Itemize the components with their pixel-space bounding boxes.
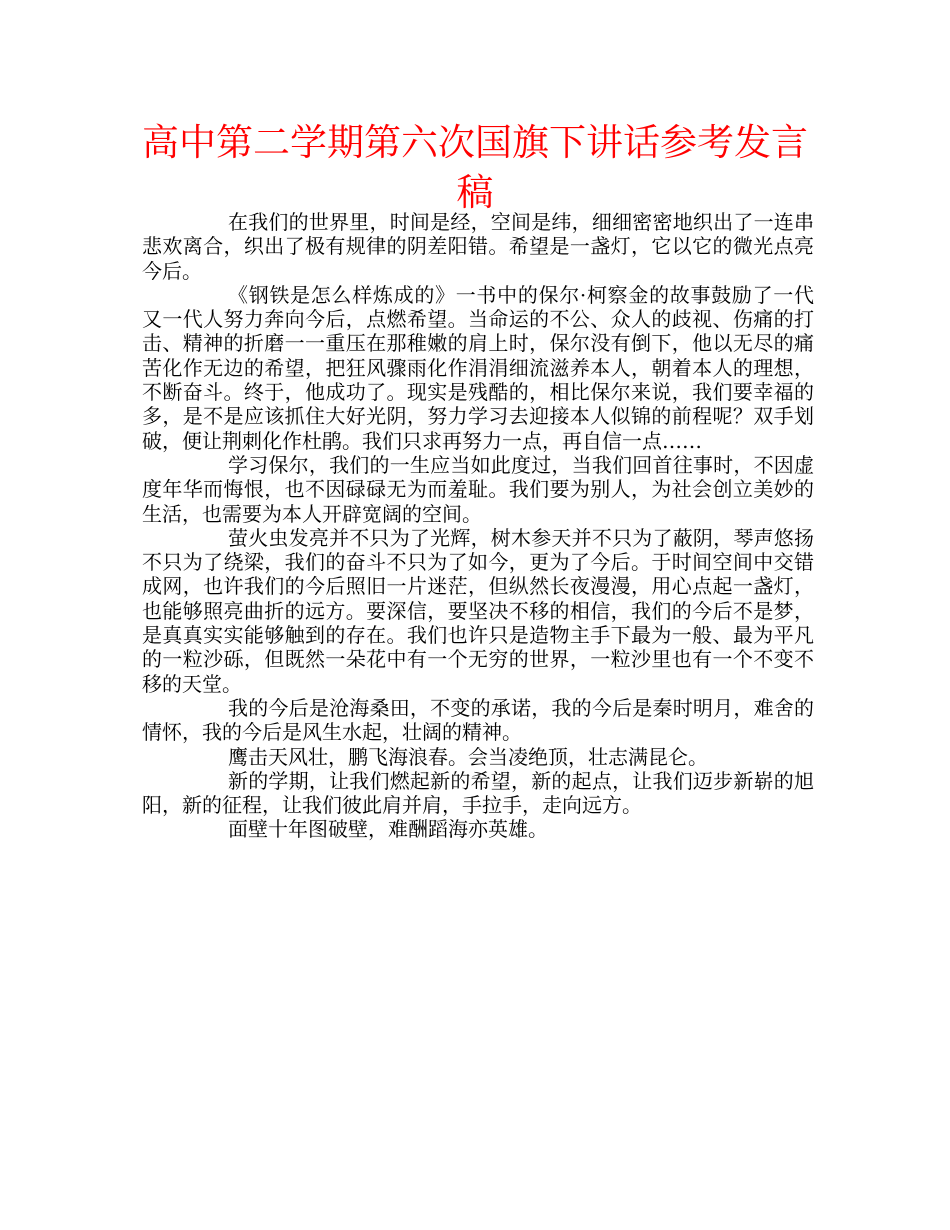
paragraph: 《钢铁是怎么样炼成的》一书中的保尔·柯察金的故事鼓励了一代又一代人努力奔向今后，点燃希望。当命运的不公、众人的歧视、伤痛的打击、精神的折磨一一重压在那稚嫩的肩上时，保尔没有倒下，他以无尽的痛苦化作无边的希望，把狂风骤雨化作涓涓细流滋养本人，朝着本人的理想，不断奋斗。终于，他成功了。现实是残酷的，相比保尔来说，我们要幸福的多，是不是应该抓住大好光阴，努力学习去迎接本人似锦的前程呢？双手划破，便让荆刺化作杜鹃。我们只求再努力一点，再自信一点……: [142, 282, 814, 453]
paragraph: 面壁十年图破壁，难酬蹈海亦英雄。: [228, 817, 548, 842]
document-title: 高中第二学期第六次国旗下讲话参考发言稿: [142, 121, 808, 214]
paragraph: 学习保尔，我们的一生应当如此度过，当我们回首往事时，不因虚度年华而悔恨，也不因碌碌无为而羞耻。我们要为别人，为社会创立美妙的生活，也需要为本人开辟宽阔的空间。: [142, 452, 814, 526]
paragraph: 鹰击天风壮，鹏飞海浪春。会当凌绝顶，壮志满昆仑。: [228, 744, 708, 769]
document-body: [142, 210, 814, 842]
paragraph: 在我们的世界里，时间是经，空间是纬，细细密密地织出了一连串悲欢离合，织出了极有规律的阴差阳错。希望是一盏灯，它以它的微光点亮今后。: [142, 210, 814, 283]
paragraph: 我的今后是沧海桑田，不变的承诺，我的今后是秦时明月，难舍的情怀，我的今后是风生水起，壮阔的精神。: [142, 695, 814, 745]
paragraph: 新的学期，让我们燃起新的希望，新的起点，让我们迈步新崭的旭阳，新的征程，让我们彼此肩并肩，手拉手，走向远方。: [142, 768, 814, 818]
paragraph: 萤火虫发亮并不只为了光辉，树木参天并不只为了蔽阴，琴声悠扬不只为了绕梁，我们的奋斗不只为了如今，更为了今后。于时间空间中交错成网，也许我们的今后照旧一片迷茫，但纵然长夜漫漫，用心点起一盏灯，也能够照亮曲折的远方。要深信，要坚决不移的相信，我们的今后不是梦，是真真实实能够触到的存在。我们也许只是造物主手下最为一般、最为平凡的一粒沙砾，但既然一朵花中有一个无穷的世界，一粒沙里也有一个不变不移的天堂。: [142, 525, 814, 696]
